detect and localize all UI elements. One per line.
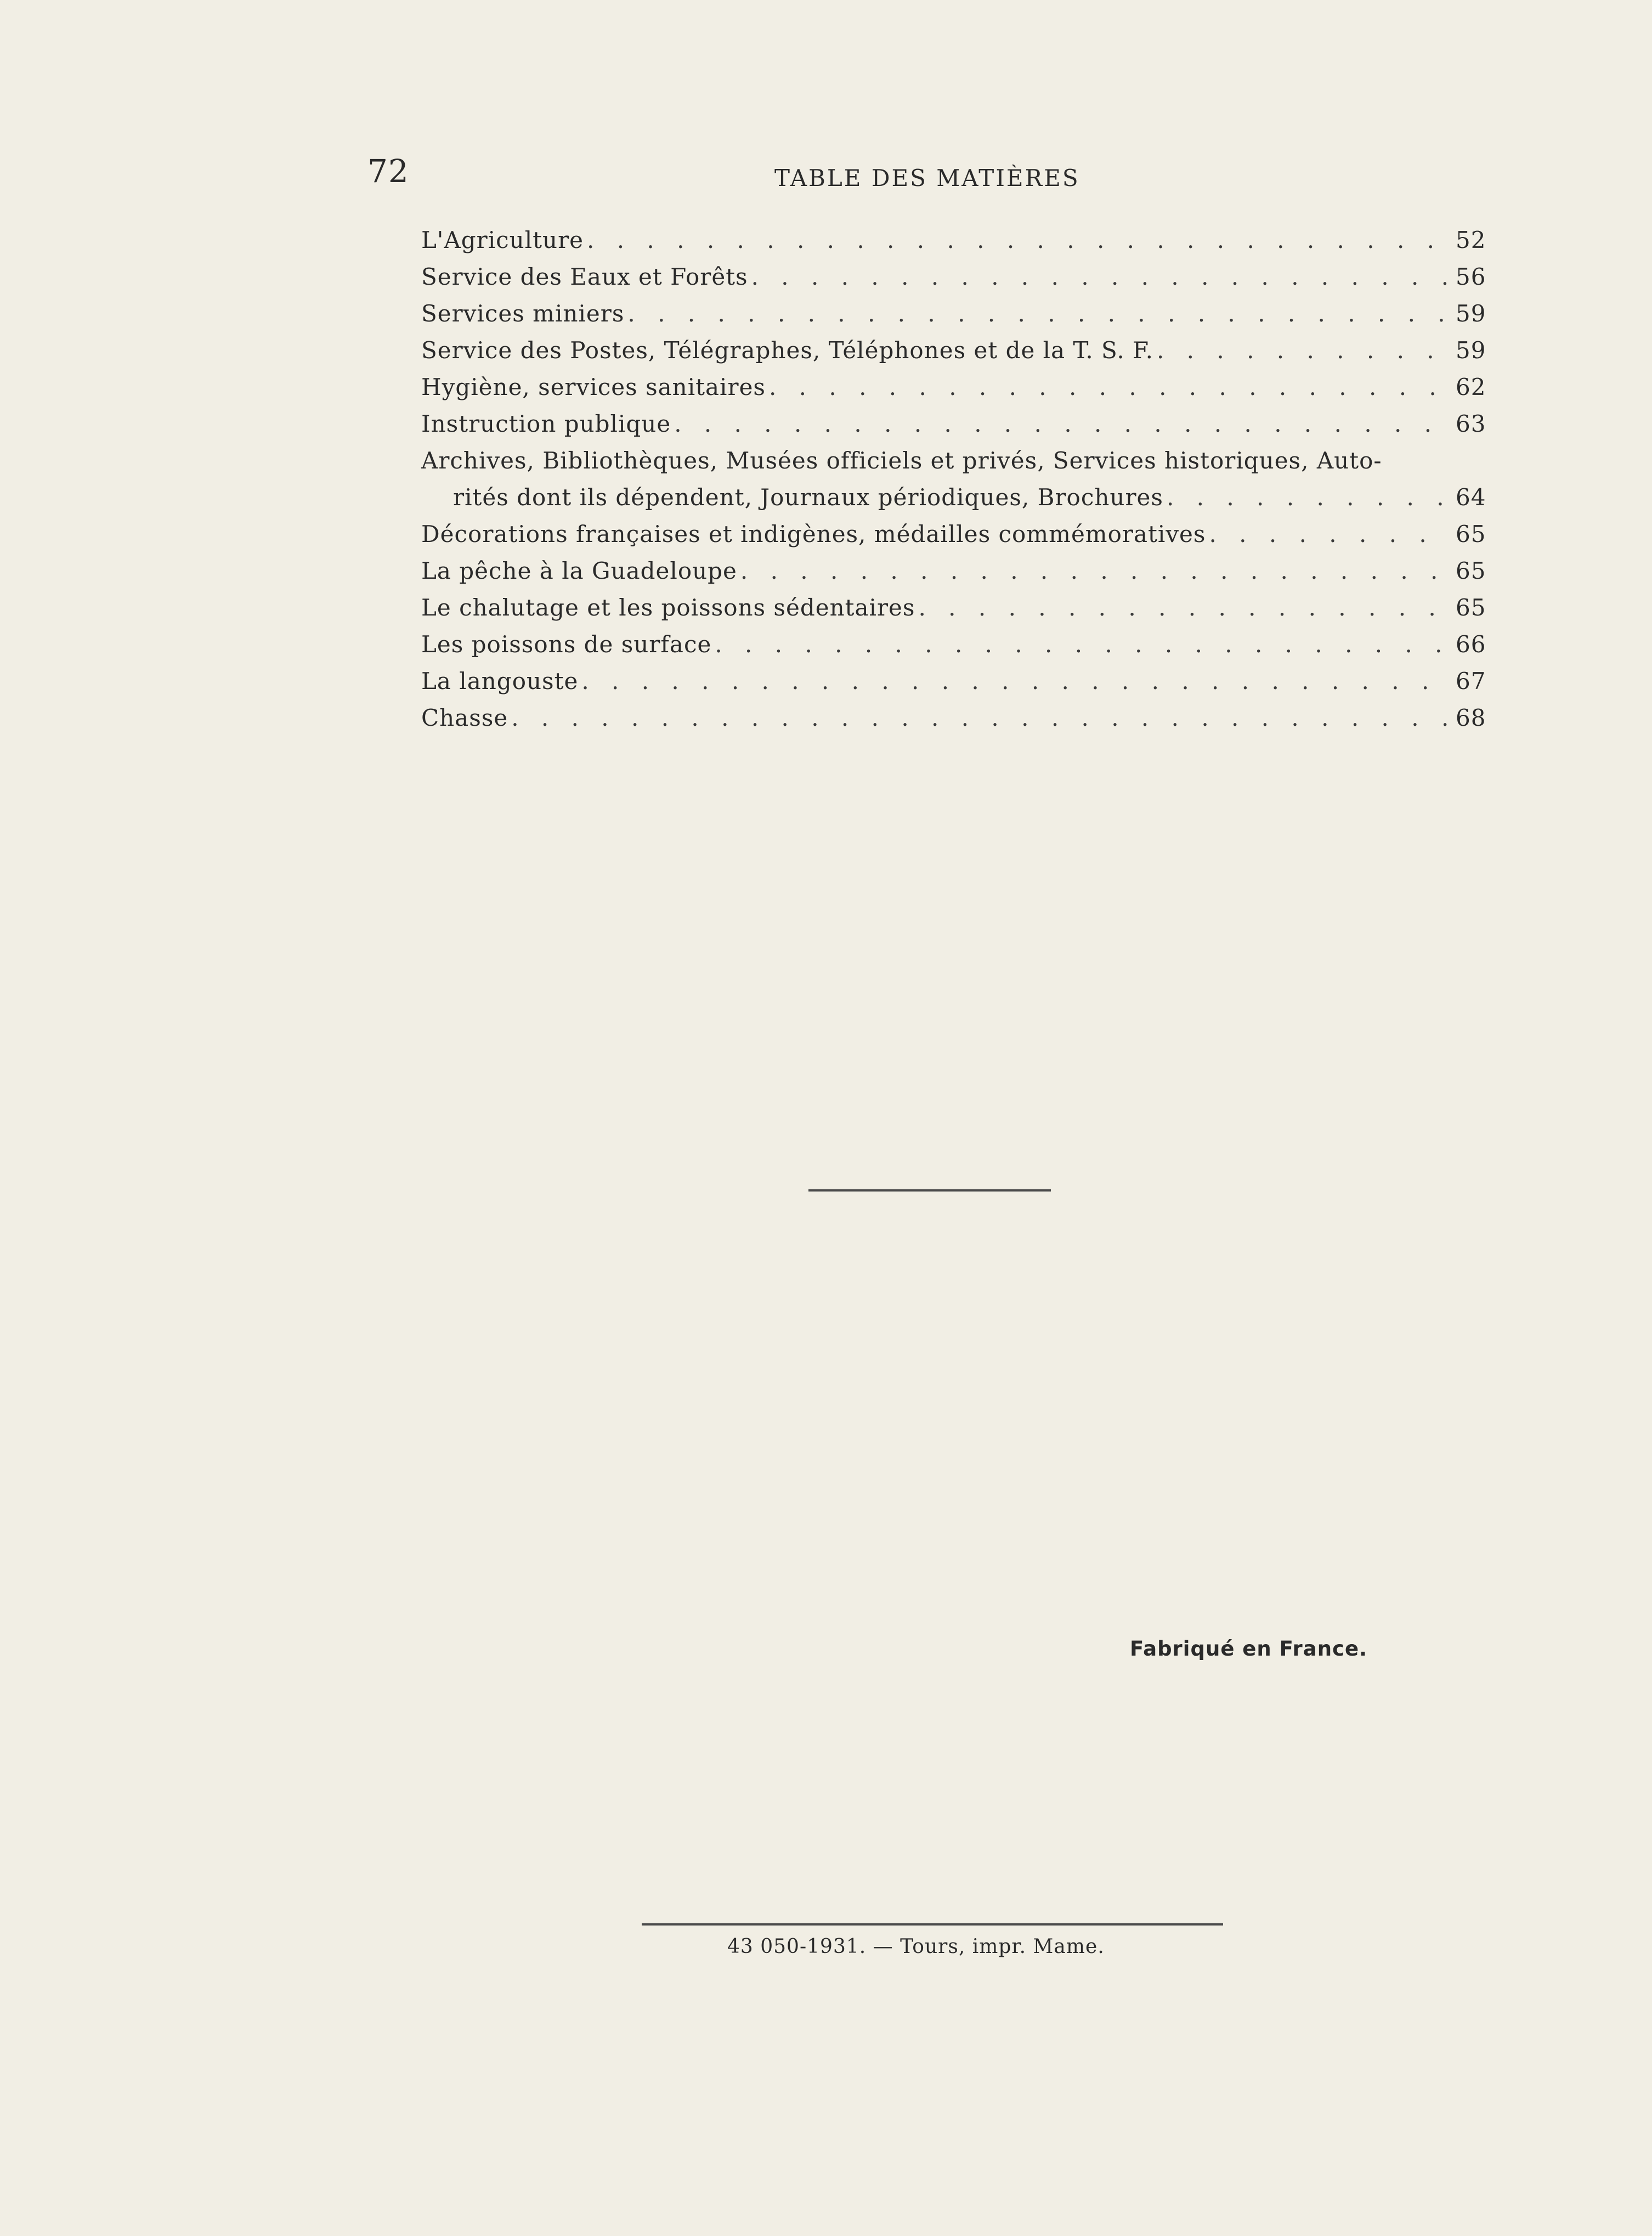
toc-entry-page: 65: [1456, 594, 1486, 621]
dot-leader: [587, 222, 1450, 258]
toc-entry-page: 65: [1456, 521, 1486, 547]
toc-entry: [421, 405, 1485, 442]
section-divider-rule: [808, 1189, 1051, 1192]
dot-leader: [627, 295, 1450, 332]
toc-entry-title: Service des Postes, Télégraphes, Téléphones et de la T. S. F.: [421, 337, 1153, 364]
toc-entry: [421, 516, 1485, 552]
footer-rule: [642, 1923, 1223, 1926]
running-title: TABLE DES MATIÈRES: [774, 165, 1080, 191]
toc-entry-title: Décorations françaises et indigènes, médailles commémoratives: [421, 521, 1206, 547]
dot-leader: [1209, 516, 1450, 552]
toc-entry-page: 52: [1456, 227, 1486, 253]
dot-leader: [751, 258, 1450, 295]
toc-entry-title: Les poissons de surface: [421, 631, 712, 658]
dot-leader: [740, 552, 1450, 589]
table-of-contents: [421, 222, 1485, 736]
toc-entry-page: 66: [1456, 631, 1486, 658]
page-number: 72: [367, 153, 409, 190]
dot-leader: [511, 699, 1450, 736]
toc-entry-title: Le chalutage et les poissons sédentaires: [421, 594, 915, 621]
dot-leader: [581, 663, 1450, 699]
toc-entry-title: Service des Eaux et Forêts: [421, 263, 748, 290]
toc-entry: [421, 222, 1485, 258]
toc-entry: [421, 332, 1485, 369]
toc-entry: [421, 626, 1485, 663]
dot-leader: [1167, 479, 1450, 516]
toc-entry-page: 65: [1456, 557, 1486, 584]
made-in-france-label: Fabriqué en France.: [1130, 1637, 1368, 1661]
toc-entry-page: 63: [1456, 410, 1486, 437]
toc-entry-page: 59: [1456, 300, 1486, 327]
toc-entry-title: Hygiène, services sanitaires: [421, 374, 766, 400]
toc-entry-page: 59: [1456, 337, 1486, 364]
dot-leader: [674, 405, 1450, 442]
toc-entry: [421, 258, 1485, 295]
toc-entry: [421, 552, 1485, 589]
toc-entry-page: 56: [1456, 263, 1486, 290]
toc-entry: [421, 369, 1485, 405]
toc-entry-title: La pêche à la Guadeloupe: [421, 557, 737, 584]
printer-colophon: 43 050-1931. — Tours, impr. Mame.: [727, 1935, 1105, 1958]
dot-leader: [1157, 332, 1450, 369]
toc-entry: [421, 663, 1485, 699]
toc-entry-title: Services miniers: [421, 300, 625, 327]
toc-entry: [421, 295, 1485, 332]
toc-entry-title: Chasse: [421, 704, 508, 731]
toc-entry-page: 64: [1456, 484, 1486, 511]
dot-leader: [715, 626, 1450, 663]
toc-entry-title: Instruction publique: [421, 410, 671, 437]
toc-entry-page: 67: [1456, 668, 1486, 694]
toc-entry-continuation: [421, 479, 1485, 516]
toc-entry-title-line2: rités dont ils dépendent, Journaux périodiques, Brochures: [453, 484, 1163, 511]
toc-entry-page: 62: [1456, 374, 1486, 400]
dot-leader: [769, 369, 1450, 405]
dot-leader: [918, 589, 1450, 626]
toc-entry: [421, 699, 1485, 736]
toc-entry: [421, 589, 1485, 626]
toc-entry-title-line1: Archives, Bibliothèques, Musées officiels et privés, Services historiques, Auto-: [421, 447, 1382, 474]
toc-entry-title: L'Agriculture: [421, 227, 584, 253]
toc-entry-title: La langouste: [421, 668, 579, 694]
toc-entry-page: 68: [1456, 704, 1486, 731]
toc-entry: [421, 442, 1485, 516]
